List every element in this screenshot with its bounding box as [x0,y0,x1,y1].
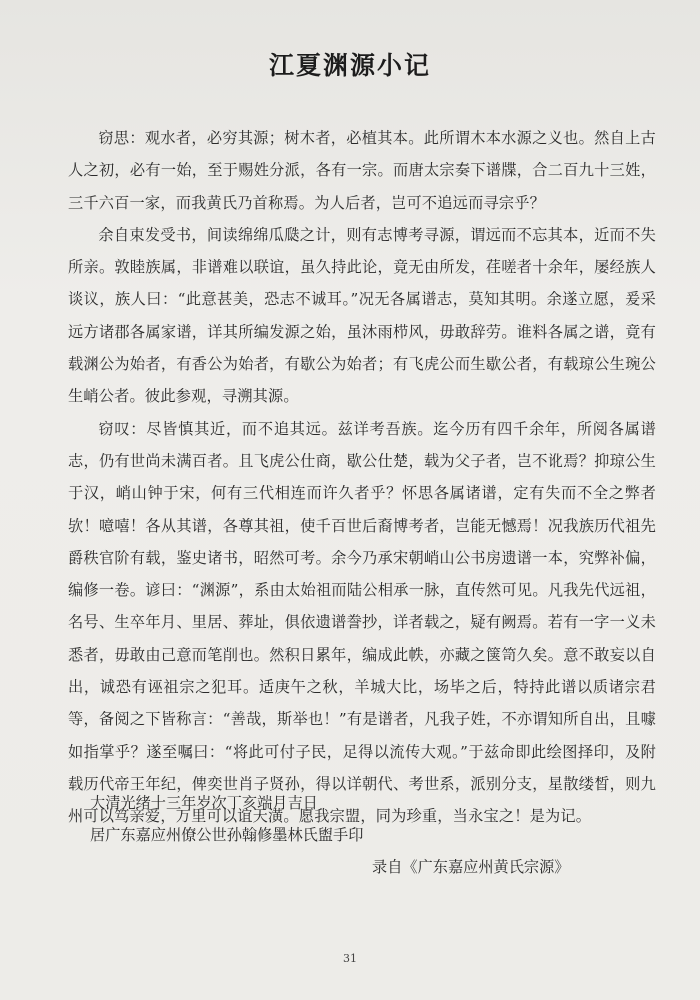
page-number: 31 [343,952,357,965]
paragraph-1: 窃思：观水者，必穷其源；树木者，必植其本。此所谓木本水源之义也。然自上古人之初，必有一始，至于赐姓分派，各有一宗。而唐太宗奏下谱牒，合二百九十三姓，三千六百一家，而我黄氏乃首称焉。为人后者，岂可不追远而寻宗乎？ [68,129,656,212]
paragraph-2: 余自束发受书，间读绵绵瓜瓞之计，则有志博考寻源，谓远而不忘其本，近而不失所亲。敦睦族属，非谱难以联谊，虽久持此论，竟无由所发，荏嗟者十余年，屡经族人谈议，族人曰：“此意甚美，恐志不诚耳。”况无各属谱志，莫知其明。余遂立愿，爰采远方诸郡各属家谱，详其所编发源之始，虽沐雨栉风，毋敢辞劳。谁料各属之谱，竟有载渊公为始者，有香公为始者，有歇公为始者；有飞虎公而生歇公者，有载琼公生琬公生峭公者。彼此参观，寻溯其源。 [68,225,656,406]
author-line: 居广东嘉应州僚公世孙翰修墨林氏盥手印 [90,826,364,844]
paragraph-3: 窃叹：尽皆慎其近，而不追其远。兹详考吾族。迄今历有四千余年，所阅各属谱志，仍有世尚未满百者。且飞虎公仕商，歇公仕楚，载为父子者，岂不讹焉？抑琼公生于汉，峭山钟于宋，何有三代相连而许久者乎？怀思各属诸谱，定有失而不全之弊者欤！噫嘻！各从其谱，各尊其祖，使千百世后裔博考者，岂能无憾焉！况我族历代祖先爵秩官阶有载，鉴史诸书，昭然可考。余今乃承宋朝峭山公书房遗谱一本，究弊补偏，编修一卷。谚曰：“渊源”，系由太始祖而陆公相承一脉，直传然可见。凡我先代远祖，名号、生卒年月、里居、葬址，俱依遗谱誊抄，详者载之，疑有阙焉。若有一字一义未悉者，毋敢由己意而笔削也。然积日累年，编成此帙，亦藏之箧笥久矣。意不敢妄以自出，诚恐有诬祖宗之犯耳。适庚午之秋，羊城大比，场毕之后，特持此谱以质诸宗君等，备阅之下皆称言：“善哉，斯举也！”有是谱者，凡我子姓，不亦谓知所自出，且噱如指掌乎？遂至嘱曰：“将此可付子民，足得以流传大观。”于兹命即此绘图择印，及附载历代帝王年纪，俾奕世肖子贤孙，得以详朝代、考世系，派别分支，星散缕晳，则九州可以笃亲爱，万里可以谊天潢。愿我宗盟，同为珍重，当永宝之！是为记。 [68,419,656,826]
date-line: 大清光绪十三年岁次丁亥端月吉日 [90,794,318,812]
source-citation: 录自《广东嘉应州黄氏宗源》 [372,858,570,876]
article-body [68,122,656,833]
page-title: 江夏渊源小记 [268,51,431,80]
